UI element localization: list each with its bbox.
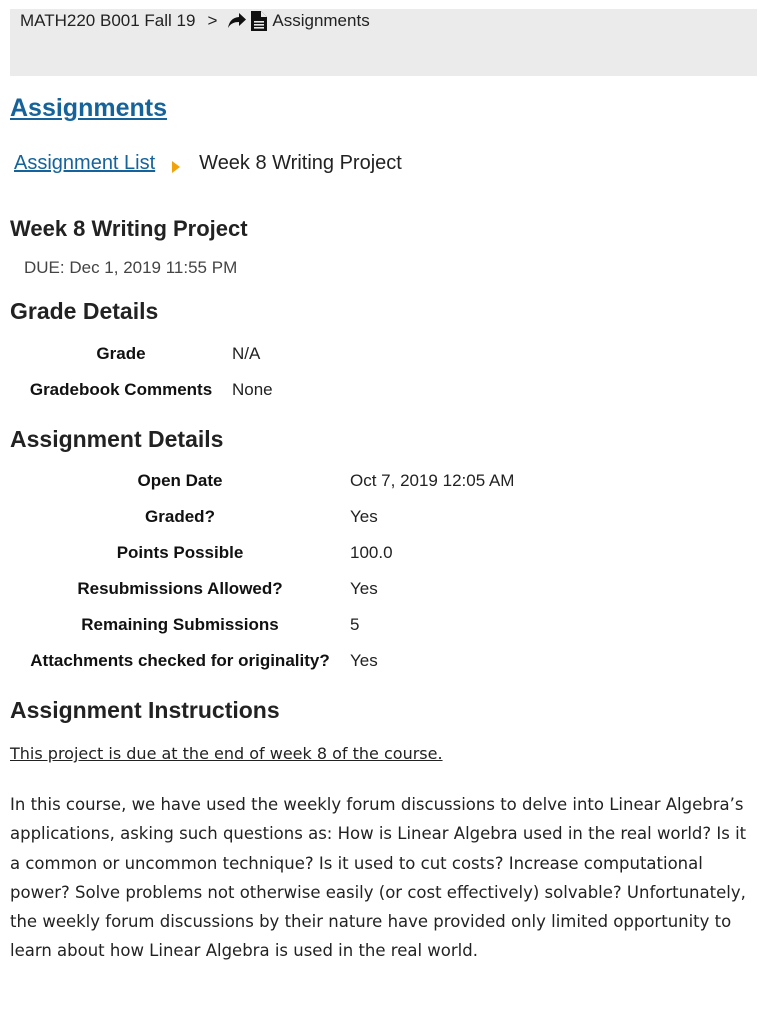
document-icon [250,10,268,32]
resubmissions-allowed-value: Yes [350,579,378,598]
breadcrumb-separator: > [207,11,218,30]
open-date-label: Open Date [137,471,223,490]
site-breadcrumb [20,9,370,33]
table-row [10,535,514,571]
table-row [10,372,273,408]
due-note: This project is due at the end of week 8 of the course. [10,744,443,763]
grade-label: Grade [96,344,146,363]
table-row [10,607,514,643]
site-breadcrumb-bar [10,9,757,76]
grade-details-table [10,336,273,408]
table-row [10,571,514,607]
graded-label: Graded? [145,507,215,526]
assignment-details-table [10,463,514,679]
originality-check-value: Yes [350,651,378,670]
caret-right-icon [171,157,181,171]
graded-value: Yes [350,507,378,526]
originality-check-label: Attachments checked for originality? [30,651,330,670]
assignment-instructions-heading: Assignment Instructions [10,697,280,723]
instructions-paragraph: In this course, we have used the weekly forum discussions to delve into Linear Algebra’s applications, asking such questions as: How is Linear Algebra used in the real world? Is it a common or uncommon technique? Is it used to cut costs? Increase computational power? Solve problems not otherwise easily (or cost effectively) solvable? Unfortunately, the weekly forum discussions by their nature have provided only limited opportunity to learn about how Linear Algebra is used in the real world. [10,795,747,961]
resubmissions-allowed-label: Resubmissions Allowed? [77,579,283,598]
site-link[interactable]: MATH220 B001 Fall 19 [20,11,196,30]
gradebook-comments-label: Gradebook Comments [29,380,213,399]
gradebook-comments-value: None [232,380,273,399]
table-row [10,643,514,679]
assignment-list-link[interactable]: Assignment List [14,152,156,174]
share-arrow-icon [227,12,247,30]
tool-title-link[interactable]: Assignments [10,94,167,122]
breadcrumb-current: Week 8 Writing Project [199,152,402,174]
remaining-submissions-label: Remaining Submissions [81,615,279,634]
table-row [10,499,514,535]
assignment-title: Week 8 Writing Project [10,216,248,241]
due-date: DUE: Dec 1, 2019 11:55 PM [24,258,238,277]
assignment-breadcrumb [14,152,402,175]
table-row [10,463,514,499]
points-possible-value: 100.0 [350,543,393,562]
current-tool-label: Assignments [272,11,370,30]
remaining-submissions-value: 5 [350,615,360,634]
table-row [10,336,273,372]
grade-value: N/A [232,344,261,363]
open-date-value: Oct 7, 2019 12:05 AM [350,471,515,490]
grade-details-heading: Grade Details [10,298,159,324]
points-possible-label: Points Possible [116,543,244,562]
assignment-details-heading: Assignment Details [10,426,224,452]
